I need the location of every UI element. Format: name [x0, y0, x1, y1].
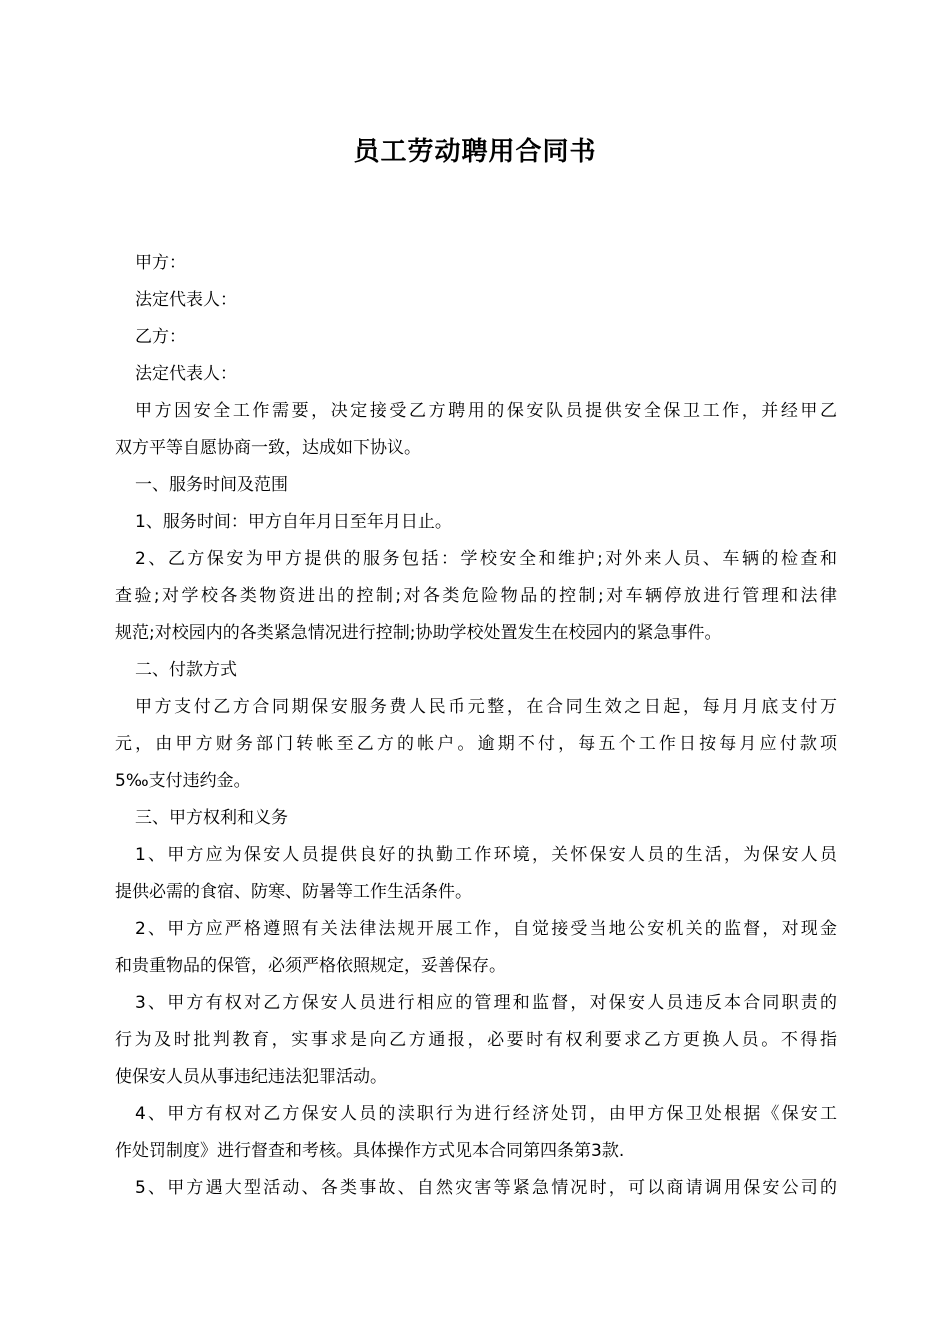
- text-line: 法定代表人：: [135, 290, 237, 310]
- text-line: 二、付款方式: [135, 660, 237, 680]
- text-line: 双方平等自愿协商一致，达成如下协议。: [115, 438, 421, 458]
- text-line: 行为及时批判教育，实事求是向乙方通报，必要时有权利要求乙方更换人员。不得指: [115, 1030, 837, 1050]
- text-line: 三、甲方权利和义务: [135, 808, 288, 828]
- text-line: 法定代表人：: [135, 364, 237, 384]
- text-line: 甲方：: [135, 253, 186, 273]
- text-line: 3、甲方有权对乙方保安人员进行相应的管理和监督，对保安人员违反本合同职责的: [135, 993, 837, 1013]
- text-line: 4、甲方有权对乙方保安人员的渎职行为进行经济处罚，由甲方保卫处根据《保安工: [135, 1104, 837, 1124]
- text-line: 5‰支付违约金。: [115, 771, 251, 791]
- text-line: 元，由甲方财务部门转帐至乙方的帐户。逾期不付，每五个工作日按每月应付款项: [115, 734, 837, 754]
- text-line: 乙方：: [135, 327, 186, 347]
- text-line: 甲方因安全工作需要，决定接受乙方聘用的保安队员提供安全保卫工作，并经甲乙: [135, 401, 837, 421]
- text-line: 1、服务时间：甲方自年月日至年月日止。: [135, 512, 452, 532]
- contract-body: [115, 245, 837, 1207]
- text-line: 5、甲方遇大型活动、各类事故、自然灾害等紧急情况时，可以商请调用保安公司的: [135, 1178, 837, 1198]
- text-line: 和贵重物品的保管，必须严格依照规定，妥善保存。: [115, 956, 506, 976]
- document-title: 员工劳动聘用合同书: [353, 137, 597, 167]
- text-line: 查验;对学校各类物资进出的控制;对各类危险物品的控制;对车辆停放进行管理和法律: [115, 586, 837, 606]
- text-line: 一、服务时间及范围: [135, 475, 288, 495]
- text-line: 使保安人员从事违纪违法犯罪活动。: [115, 1067, 387, 1087]
- text-line: 甲方支付乙方合同期保安服务费人民币元整，在合同生效之日起，每月月底支付万: [135, 697, 837, 717]
- text-line: 作处罚制度》进行督查和考核。具体操作方式见本合同第四条第3款.: [115, 1141, 625, 1161]
- text-line: 提供必需的食宿、防寒、防暑等工作生活条件。: [115, 882, 472, 902]
- text-line: 2、甲方应严格遵照有关法律法规开展工作，自觉接受当地公安机关的监督，对现金: [135, 919, 837, 939]
- text-line: 规范;对校园内的各类紧急情况进行控制;协助学校处置发生在校园内的紧急事件。: [115, 623, 722, 643]
- text-line: 2、乙方保安为甲方提供的服务包括：学校安全和维护;对外来人员、车辆的检查和: [135, 549, 837, 569]
- text-line: 1、甲方应为保安人员提供良好的执勤工作环境，关怀保安人员的生活，为保安人员: [135, 845, 837, 865]
